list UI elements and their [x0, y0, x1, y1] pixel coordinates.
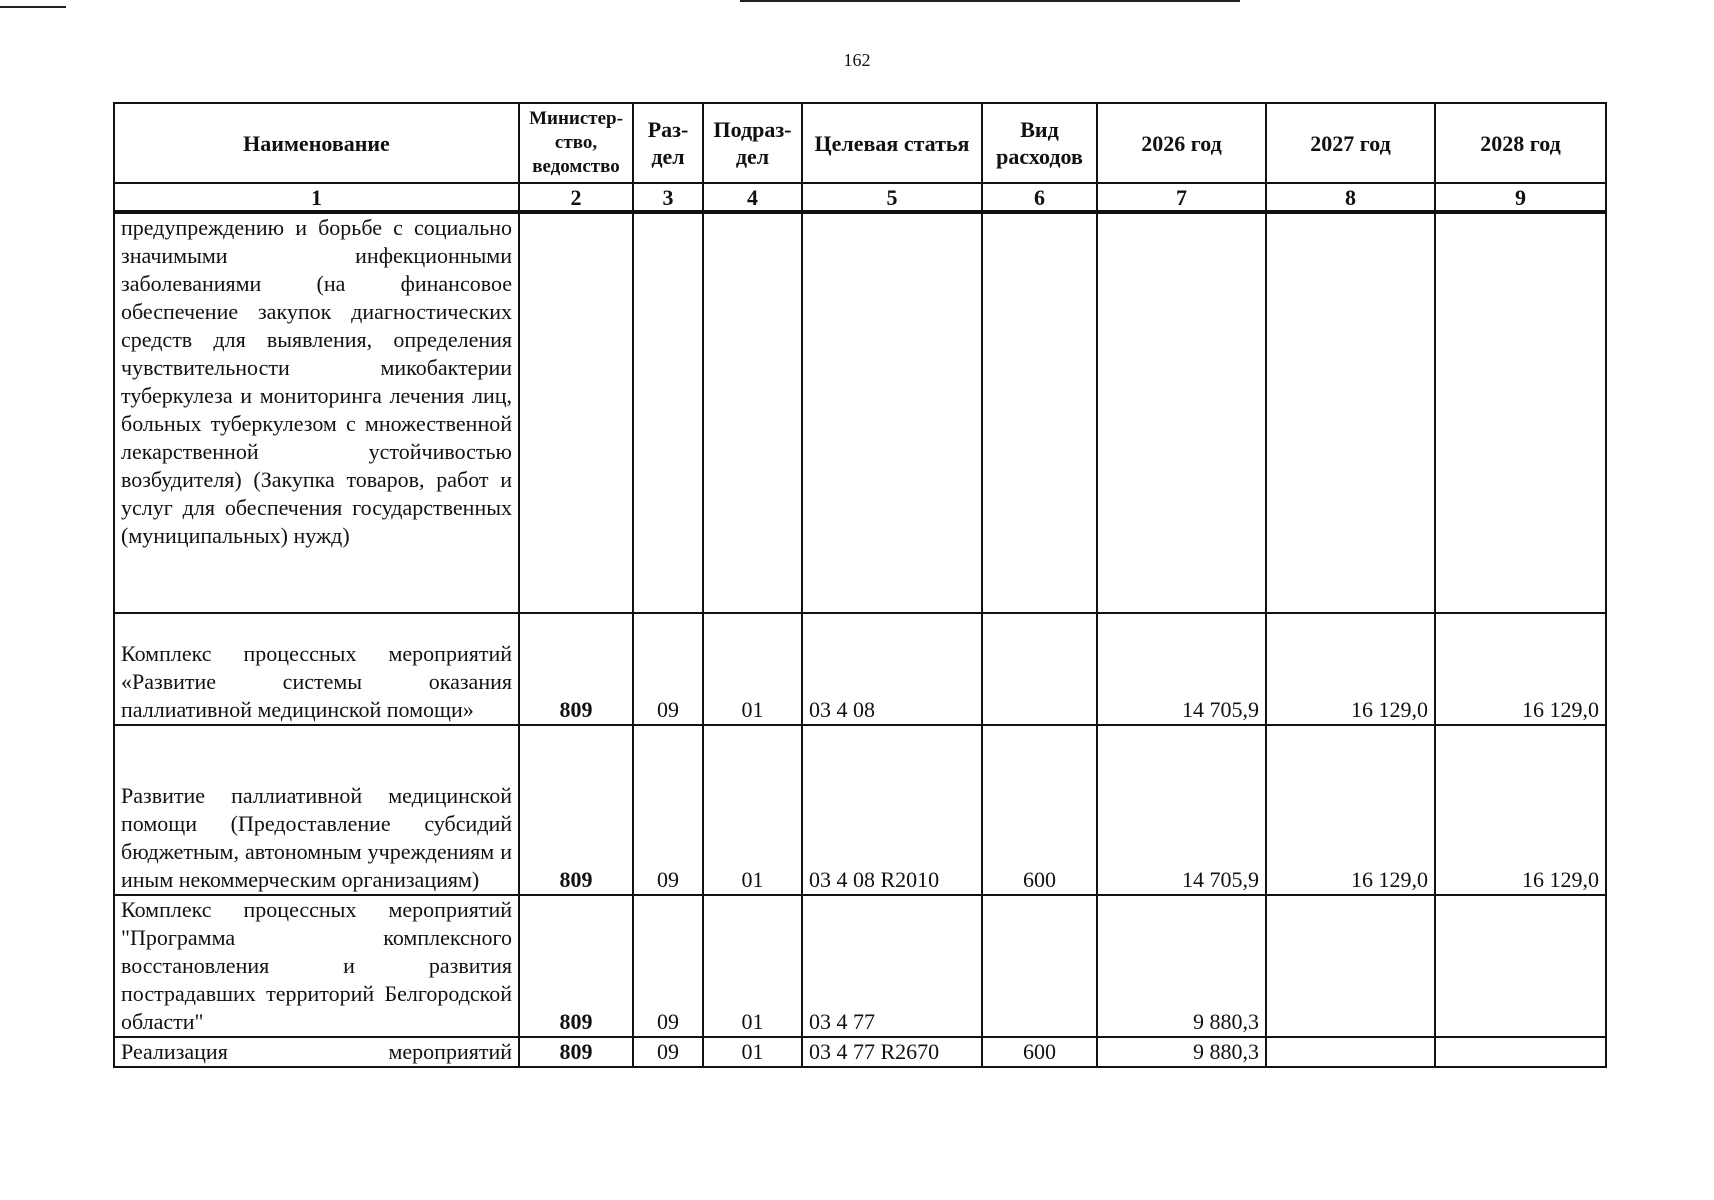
row-expense-type: 600: [982, 725, 1097, 895]
row-target-article: [802, 212, 982, 613]
row-subsection: [703, 212, 802, 613]
row-amount-2026: 14 705,9: [1097, 613, 1266, 725]
header-section: Раз-дел: [633, 103, 703, 183]
row-target-article: 03 4 08 R2010: [802, 725, 982, 895]
row-amount-2028: [1435, 1037, 1606, 1067]
row-amount-2026: 14 705,9: [1097, 725, 1266, 895]
row-amount-2026: 9 880,3: [1097, 1037, 1266, 1067]
table-header-row: [114, 103, 1606, 183]
column-number-row: [114, 183, 1606, 212]
row-section: 09: [633, 725, 703, 895]
row-amount-2028: [1435, 212, 1606, 613]
row-section: 09: [633, 1037, 703, 1067]
header-year-2026: 2026 год: [1097, 103, 1266, 183]
column-number: 4: [703, 183, 802, 212]
row-name: Комплекс процессных мероприятий «Развитие системы оказания паллиативной медицинской помощи»: [114, 613, 519, 725]
row-amount-2027: 16 129,0: [1266, 725, 1435, 895]
header-expense-type: Вид расходов: [982, 103, 1097, 183]
row-amount-2028: 16 129,0: [1435, 725, 1606, 895]
row-section: [633, 212, 703, 613]
row-name: Комплекс процессных мероприятий "Программа комплексного восстановления и развития пострадавших территорий Белгородской области": [114, 895, 519, 1037]
header-subsection: Подраз-дел: [703, 103, 802, 183]
column-number: 1: [114, 183, 519, 212]
row-target-article: 03 4 77: [802, 895, 982, 1037]
column-number: 2: [519, 183, 633, 212]
header-target-article: Целевая статья: [802, 103, 982, 183]
table-row: [114, 1037, 1606, 1067]
row-subsection: 01: [703, 895, 802, 1037]
row-ministry: 809: [519, 895, 633, 1037]
header-year-2027: 2027 год: [1266, 103, 1435, 183]
table-row: [114, 212, 1606, 613]
table-row: [114, 613, 1606, 725]
row-amount-2026: [1097, 212, 1266, 613]
header-ministry: Министер-ство, ведомство: [519, 103, 633, 183]
row-section: 09: [633, 895, 703, 1037]
row-amount-2027: [1266, 895, 1435, 1037]
row-amount-2027: [1266, 212, 1435, 613]
column-number: 7: [1097, 183, 1266, 212]
column-number: 3: [633, 183, 703, 212]
row-expense-type: [982, 212, 1097, 613]
row-subsection: 01: [703, 725, 802, 895]
row-ministry: [519, 212, 633, 613]
row-amount-2026: 9 880,3: [1097, 895, 1266, 1037]
column-number: 6: [982, 183, 1097, 212]
row-ministry: 809: [519, 613, 633, 725]
row-expense-type: [982, 613, 1097, 725]
row-target-article: 03 4 77 R2670: [802, 1037, 982, 1067]
header-year-2028: 2028 год: [1435, 103, 1606, 183]
row-expense-type: 600: [982, 1037, 1097, 1067]
row-amount-2028: 16 129,0: [1435, 613, 1606, 725]
row-name: Реализация мероприятий: [114, 1037, 519, 1067]
table-row: [114, 725, 1606, 895]
column-number: 9: [1435, 183, 1606, 212]
row-name: предупреждению и борьбе с социально значимыми инфекционными заболеваниями (на финансовое обеспечение закупок диагностических средств для выявления, определения чувствительности микобактерии туберкулеза и мониторинга лечения лиц, больных туберкулезом с множественной лекарственной устойчивостью возбудителя) (Закупка товаров, работ и услуг для обеспечения государственных (муниципальных) нужд): [114, 212, 519, 613]
row-amount-2028: [1435, 895, 1606, 1037]
row-ministry: 809: [519, 1037, 633, 1067]
header-name: Наименование: [114, 103, 519, 183]
row-section: 09: [633, 613, 703, 725]
page-number: 162: [843, 50, 871, 70]
scan-line-top: [740, 0, 1240, 2]
row-amount-2027: 16 129,0: [1266, 613, 1435, 725]
row-amount-2027: [1266, 1037, 1435, 1067]
row-name: Развитие паллиативной медицинской помощи (Предоставление субсидий бюджетным, автономным учреждениям и иным некоммерческим организациям): [114, 725, 519, 895]
row-target-article: 03 4 08: [802, 613, 982, 725]
row-subsection: 01: [703, 613, 802, 725]
row-subsection: 01: [703, 1037, 802, 1067]
row-expense-type: [982, 895, 1097, 1037]
scan-line-left: [0, 6, 66, 8]
table-row: [114, 895, 1606, 1037]
column-number: 5: [802, 183, 982, 212]
column-number: 8: [1266, 183, 1435, 212]
row-ministry: 809: [519, 725, 633, 895]
budget-table: [113, 102, 1607, 1068]
